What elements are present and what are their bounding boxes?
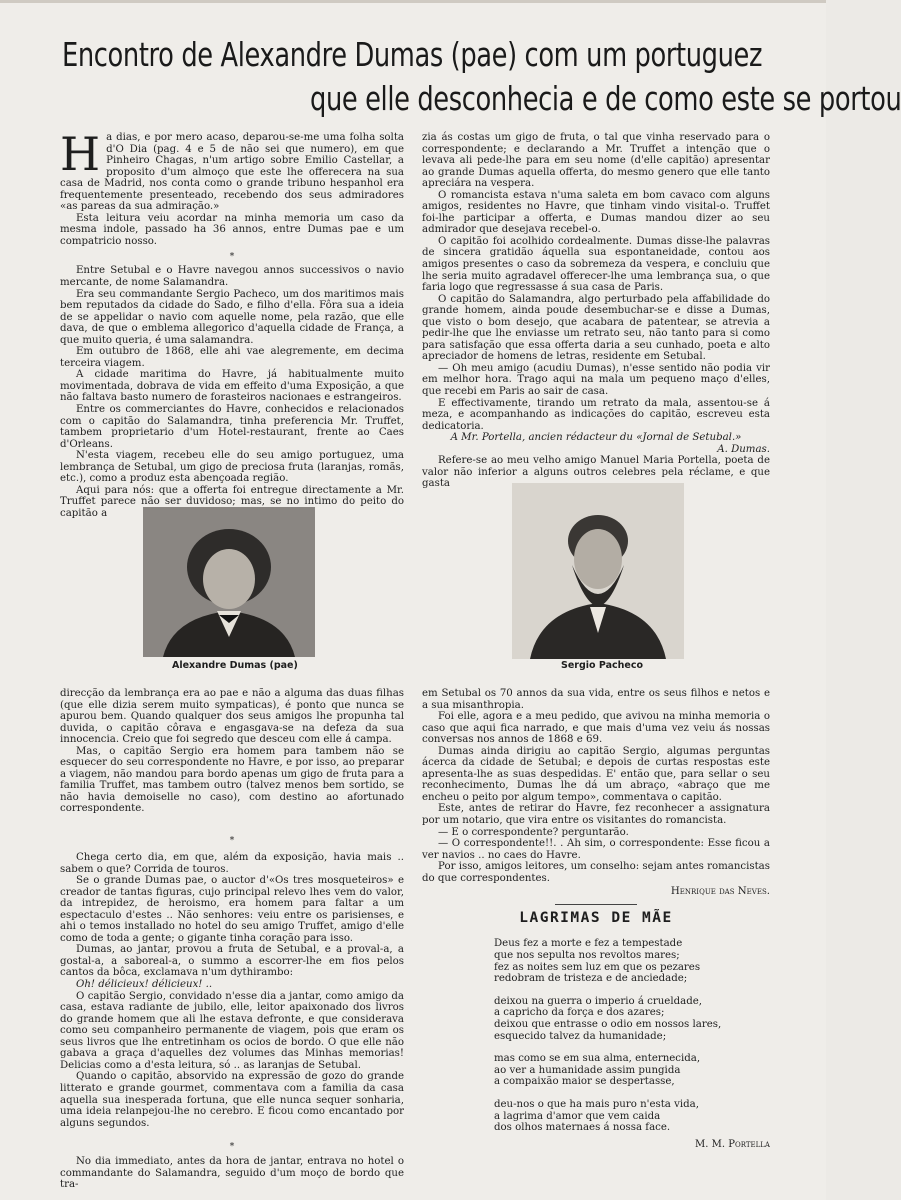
paragraph: Se o grande Dumas pae, o auctor d'«Os tres mosqueteiros» e creador de tantas figuras, cujo principal relevo lhes vem do valor, da intrepidez, de heroismo, era homem para faltar a um espectaculo d'estes .. Não senhores: veiu entre os parisienses, e ahi o temos installado no hotel do seu amigo Truffet, amigo d'elle como de toda a gente; o gigante tinha coração para isso. xyxy=(60,875,404,944)
poem-line: a capricho da força e dos azares; xyxy=(494,1007,665,1019)
paragraph: Chega certo dia, em que, além da exposição, havia mais .. sabem o que? Corrida de touros. xyxy=(60,852,404,875)
portrait-pacheco-caption: Sergio Pacheco xyxy=(561,660,643,671)
poem-line: redobram de tristeza e de anciedade; xyxy=(494,973,688,985)
portrait-pacheco-image xyxy=(512,483,684,659)
poem-stanza xyxy=(494,1053,770,1088)
poem-line: a compaixão maior se despertasse, xyxy=(494,1076,675,1088)
paragraph: Esta leitura veiu acordar na minha memoria um caso da mesma indole, passado ha 36 annos, entre Dumas pae e um compatricio nosso. xyxy=(60,212,404,247)
poem-line: a lagrima d'amor que vem caida xyxy=(494,1110,661,1122)
paragraph: Era seu commandante Sergio Pacheco, um dos maritimos mais bem reputados da cidade do Sado, e filho d'ella. Fôra sua a ideia de se appelidar o navio com aquelle nome, pela razão, que elle dava, de que o emblema allegorico d'aquella cidade de França, a que muito queria, é uma salamandra. xyxy=(60,288,404,346)
poem-stanza xyxy=(494,938,770,984)
paragraph: Por isso, amigos leitores, um conselho: sejam antes romancistas do que correspondentes. xyxy=(422,861,770,884)
top-edge-rule xyxy=(0,0,826,3)
paragraph: O capitão do Salamandra, algo perturbado pela affabilidade do grande homem, ainda poude desembuchar-se e disse a Dumas, que visto o bom desejo, que acabara de patentear, se atrevia a pedir-lhe que lhe enviasse um retrato seu, não tanto para si como para satisfação que essa offerta daria a seu cunhado, poeta e alto apreciador de homens de letras, residente em Setubal. xyxy=(422,293,770,363)
paragraph: Dumas, ao jantar, provou a fruta de Setubal, e a proval-a, a gostal-a, a saboreal-a, o summo a escorrer-lhe em fios pelos cantos da bôca, exclamava n'um dythirambo: xyxy=(60,944,404,979)
paragraph: em Setubal os 70 annos da sua vida, entre os seus filhos e netos e a sua misanthropia. xyxy=(422,688,770,711)
divider xyxy=(555,904,637,905)
section-separator: * xyxy=(229,1142,235,1153)
poem-body xyxy=(494,938,770,1133)
poem-line: deixou na guerra o imperio á crueldade, xyxy=(494,995,702,1007)
poem-stanza xyxy=(494,1099,770,1134)
paragraph: Mas, o capitão Sergio era homem para tambem não se esquecer do seu correspondente no Havre, e por isso, ao preparar a viagem, não mandou para bordo apenas um gigo de fruta para a familia Truffet, mas tambem outro (talvez menos bem sortido, se não havia demoiselle no caso), com destino ao afortunado correspondente. xyxy=(60,745,404,815)
paragraph: O romancista estava n'uma saleta em bom cavaco com alguns amigos, residentes no Havre, que tinham vindo visital-o. Truffet foi-lhe participar a offerta, e Dumas mandou dizer ao seu admirador que desejava recebel-o. xyxy=(422,189,770,236)
paragraph: Dumas ainda dirigiu ao capitão Sergio, algumas perguntas ácerca da cidade de Setubal; e depois de curtas respostas este apresenta-lhe as suas despedidas. E' então que, para sellar o seu reconhecimento, Dumas lhe dá um abraço, «abraço que me encheu o peito por algum tempo», commentava o capitão. xyxy=(422,745,770,803)
paragraph: O capitão foi acolhido cordealmente. Dumas disse-lhe palavras de sincera gratidão áquella sua espontaneidade, contou aos amigos presentes o caso da sobremeza da vespera, e concluiu que lhe seria muito agradavel offerecer-lhe uma lembrança sua, o que faria logo que regressasse á sua casa de Paris. xyxy=(422,235,770,294)
poem-line: fez as noites sem luz em que os pezares xyxy=(494,961,701,973)
paragraph: Entre Setubal e o Havre navegou annos successivos o navio mercante, de nome Salamandra. xyxy=(60,265,404,289)
paragraph: Este, antes de retirar do Havre, fez reconhecer a assignatura por um notario, que vira entre os visitantes do romancista. xyxy=(422,803,770,827)
portrait-dumas-image xyxy=(143,507,315,657)
poem-title: LAGRIMAS DE MÃE xyxy=(519,909,673,926)
article-title-line-1: Encontro de Alexandre Dumas (pae) com um portuguez xyxy=(62,35,763,74)
paragraph: Refere-se ao meu velho amigo Manuel Maria Portella, poeta de valor não inferior a alguns outros celebres pela réclame, e que gasta xyxy=(422,455,770,490)
paragraph: Em outubro de 1868, elle ahi vae alegremente, em decima terceira viagem. xyxy=(60,346,404,369)
article-title-line-2: que elle desconhecia e de como este se portou xyxy=(310,79,901,118)
section-separator: * xyxy=(229,252,235,263)
poem-line: esquecido talvez da humanidade; xyxy=(494,1030,667,1042)
paragraph: a dias, e por mero acaso, deparou-se-me uma folha solta d'O Dia (pag. 4 e 5 de não sei que numero), em que Pinheiro Chagas, n'um artigo sobre Emilio Castellar, a proposito d'um almoço que este lhe offerecera na sua casa de Madrid, nos conta como o grande tribuno hespanhol era frequentemente presenteado, recebendo dos seus admiradores «as pareas da sua admiração.» xyxy=(60,132,404,213)
paragraph: N'esta viagem, recebeu elle do seu amigo portuguez, uma lembrança de Setubal, um gigo de preciosa fruta (laranjas, romãs, etc.), como a produz esta abençoada região. xyxy=(60,450,404,485)
poem-signature: M. M. Portella xyxy=(695,1138,770,1150)
poem-line: deu-nos o que ha mais puro n'esta vida, xyxy=(494,1098,699,1110)
paragraph: O capitão Sergio, convidado n'esse dia a jantar, como amigo da casa, estava radiante de jubilo, elle, leitor apaixonado dos livros do grande homem que ali lhe estava defronte, e que considerava como seu companheiro permanente de viagem, pois que eram os seus livros que lhe entretinham os ocios de bordo. O que elle não gabava a graça d'aquelles dez volumes das Minhas memorias! Delicias como a d'esta leitura, só .. as laranjas de Setubal. xyxy=(60,990,404,1071)
article-column-3 xyxy=(60,688,404,1191)
portrait-dumas-caption: Alexandre Dumas (pae) xyxy=(172,660,298,671)
paragraph: No dia immediato, antes da hora de jantar, entrava no hotel o commandante do Salamandra, seguido d'um moço de bordo que tra- xyxy=(60,1156,404,1191)
poem-line: que nos sepulta nos revoltos mares; xyxy=(494,949,680,961)
dedication-text: A Mr. Portella, ancien rédacteur du «Jornal de Setubal.» xyxy=(450,432,742,444)
poem-line: dos olhos maternaes á nossa face. xyxy=(494,1122,671,1134)
paragraph: E effectivamente, tirando um retrato da mala, assentou-se á meza, e acompanhando as indicações do capitão, escreveu esta dedicatoria. xyxy=(422,397,770,432)
paragraph: zia ás costas um gigo de fruta, o tal que vinha reservado para o correspondente; e declarando a Mr. Truffet a intenção que o levava ali pede-lhe para em seu nome (d'elle capitão) apresentar ao grande Dumas aquella offerta, do mesmo genero que elle tanto apreciára na vespera. xyxy=(422,132,770,190)
paragraph: A cidade maritima do Havre, já habitualmente muito movimentada, dobrava de vida em effeito d'uma Exposição, a que não faltava basto numero de forasteiros nacionaes e estrangeiros. xyxy=(60,369,404,404)
paragraph: Foi elle, agora e a meu pedido, que avivou na minha memoria o caso que aqui fica narrado, e que mais d'uma vez veiu ás nossas conversas nos annos de 1868 e 69. xyxy=(422,711,770,746)
paragraph: — Oh meu amigo (acudiu Dumas), n'esse sentido não podia vir em melhor hora. Trago aqui na mala um pequeno maço d'elles, que recebi em Paris ao sair de casa. xyxy=(422,362,770,398)
paragraph: direcção da lembrança era ao pae e não a alguma das duas filhas (que elle dizia serem muito sympaticas), é ponto que nunca se apurou bem. Quando qualquer dos seus amigos lhe propunha tal duvida, o capitão côrava e engasgava-se na defeza da sua innocencia. Creio que foi segredo que desceu com elle á campa. xyxy=(60,688,404,746)
paragraph: — O correspondente!!. . Ah sim, o correspondente: Esse ficou a ver navios .. no caes do Havre. xyxy=(422,838,770,861)
paragraph: Entre os commerciantes do Havre, conhecidos e relacionados com o capitão do Salamandra, tinha preferencia Mr. Truffet, tambem proprietario d'um Hotel-restaurant, frente ao Caes d'Orleans. xyxy=(60,404,404,450)
paragraph: Aqui para nós: que a offerta foi entregue directamente a Mr. Truffet parece não ser duvidoso; mas, se no intimo do peito do capitão a xyxy=(60,484,404,519)
paragraph-exclamation: Oh! délicieux! délicieux! .. xyxy=(76,979,213,991)
poem-line: Deus fez a morte e fez a tempestade xyxy=(494,938,683,950)
paragraph: — E o correspondente? perguntarão. xyxy=(438,826,629,838)
dedication-signature: A. Dumas. xyxy=(717,443,770,455)
article-column-4 xyxy=(422,688,770,1150)
poem-stanza xyxy=(494,996,770,1042)
poem-line: mas como se em sua alma, enternecida, xyxy=(494,1053,701,1065)
drop-cap: H xyxy=(60,127,101,181)
poem-line: deixou que entrasse o odio em nossos lares, xyxy=(494,1018,722,1030)
article-column-1 xyxy=(60,127,404,520)
paragraph: Quando o capitão, absorvido na expressão de gozo do grande litterato e grande gourmet, commentava com a familia da casa aquella sua inesperada fortuna, que elle nunca sequer sonharia, uma ideia relanpejou-lhe no cerebro. E ficou como encantado por alguns segundos. xyxy=(60,1071,404,1129)
article-column-2 xyxy=(422,132,770,490)
poem-line: ao ver a humanidade assim pungida xyxy=(494,1064,681,1076)
section-separator: * xyxy=(229,836,235,847)
article-signature: Henrique das Neves. xyxy=(670,886,770,898)
